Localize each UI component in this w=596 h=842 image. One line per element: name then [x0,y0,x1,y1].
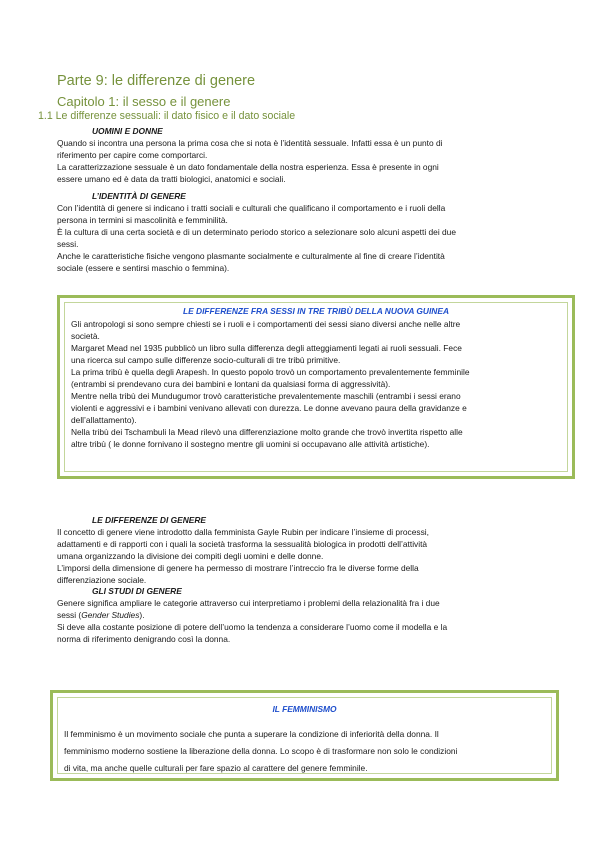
text-line: Il femminismo è un movimento sociale che punta a superare la condizione di inferiorità della donna. Il [64,729,439,739]
subtitle-studi-di-genere: GLI STUDI DI GENERE [92,586,182,596]
text-line: La caratterizzazione sessuale è un dato fondamentale della nostra esperienza. Essa è presente in ogni [57,162,439,172]
text-line: dell’allattamento). [71,415,137,425]
text-line: violenti e aggressivi e i bambini venivano allevati con durezza. Le donne avevano paura della gravidanze e [71,403,467,413]
text-line: riferimento per capire come comportarci. [57,150,208,160]
subtitle-differenze-di-genere: LE DIFFERENZE DI GENERE [92,515,207,525]
text-line: sociale (essere e sentirsi maschio o femmina). [57,263,230,273]
subtitle-uomini-e-donne: UOMINI E DONNE [92,126,163,136]
part-heading: Parte 9: le differenze di genere [57,73,256,89]
text-line-gender-studies [57,609,447,621]
text-line: una ricerca sul campo sulle differenze socio-culturali di tre tribù primitive. [71,355,341,365]
text-line: Gli antropologi si sono sempre chiesti se i ruoli e i comportamenti dei sessi siano diversi anche nelle altre [71,319,461,329]
text-line: (entrambi si prendevano cura dei bambini e lontani da qualsiasi forma di aggressività). [71,379,391,389]
chapter-heading: Capitolo 1: il sesso e il genere [57,94,231,109]
text-line: di vita, ma anche quelle culturali per fare spazio al carattere del genere femminile. [64,763,368,773]
text-line: Anche le caratteristiche fisiche vengono plasmante socialmente e culturalmente al fine di creare l’identità [57,251,445,261]
text-suffix: ). [139,610,145,620]
text-prefix: sessi ( [57,610,82,620]
text-line: sessi. [57,239,79,249]
text-line: persona in termini si mascolinità e femminilità. [57,215,228,225]
text-line: essere umano ed è data da tratti biologici, anatomici e sociali. [57,174,286,184]
text-line: adattamenti e di rapporti con i quali la società trasforma la sessualità biologica in prodotti dell’attività [57,539,428,549]
text-line: Mentre nella tribù dei Mundugumor trovò caratteristiche prevalentemente maschili (entrambi i sessi erano [71,391,461,401]
feminism-box-text [64,726,457,777]
section-heading: 1.1 Le differenze sessuali: il dato fisico e il dato sociale [38,110,296,122]
text-line: differenziazione sociale. [57,575,147,585]
text-line: Genere significa ampliare le categorie attraverso cui interpretiamo i problemi della relazionalità fra i due [57,598,440,608]
text-line: femminismo moderno sostiene la liberazione della donna. Lo scopo è di trasformare non solo le condizioni [64,746,458,756]
text-line: altre tribù ( le donne fornivano il sostegno mentre gli uomini si occupavano alle attività artistiche). [71,439,430,449]
subtitle-identita-di-genere: L’IDENTITÀ DI GENERE [92,191,186,201]
gender-studies-term: Gender Studies [81,610,140,620]
tribes-box-text [71,318,470,450]
paragraph-uomini-e-donne [57,137,443,185]
text-line: società. [71,331,100,341]
text-line: Quando si incontra una persona la prima cosa che si nota è l’identità sessuale. Infatti essa è un punto di [57,138,443,148]
text-line: Margaret Mead nel 1935 pubblicò un libro sulla differenza degli atteggiamenti legati ai ruoli sessuali. Fece [71,343,462,353]
text-line: Il concetto di genere viene introdotto dalla femminista Gayle Rubin per indicare l’insieme di processi, [57,527,429,537]
text-line: umana organizzando la divisione dei compiti degli uomini e delle donne. [57,551,324,561]
tribes-box [57,295,575,479]
text-line: L’imporsi della dimensione di genere ha permesso di mostrare l’intreccio fra le diverse forme della [57,563,419,573]
tribes-box-title: LE DIFFERENZE FRA SESSI IN TRE TRIBÙ DELLA NUOVA GUINEA [183,306,449,316]
text-line: La prima tribù è quella degli Arapesh. In questo popolo trovò un comportamento prevalentemente femminile [71,367,470,377]
feminism-box [50,690,559,781]
text-line: Si deve alla costante posizione di potere dell’uomo la tendenza a considerare l’uomo come il modella e la [57,622,448,632]
feminism-box-title: IL FEMMINISMO [272,704,337,714]
text-line: Con l’identità di genere si indicano i tratti sociali e culturali che qualificano il comportamento e i ruoli della [57,203,446,213]
paragraph-studi-di-genere [57,597,447,645]
text-line: È la cultura di una certa società e di un determinato periodo storico a selezionare solo alcuni aspetti dei due [57,227,456,237]
paragraph-differenze-di-genere [57,526,429,586]
text-line: norma di riferimento denigrando così la donna. [57,634,231,644]
paragraph-identita-di-genere [57,202,456,274]
text-line: Nella tribù dei Tschambuli la Mead rilevò una differenziazione molto grande che trovò invertita rispetto alle [71,427,463,437]
